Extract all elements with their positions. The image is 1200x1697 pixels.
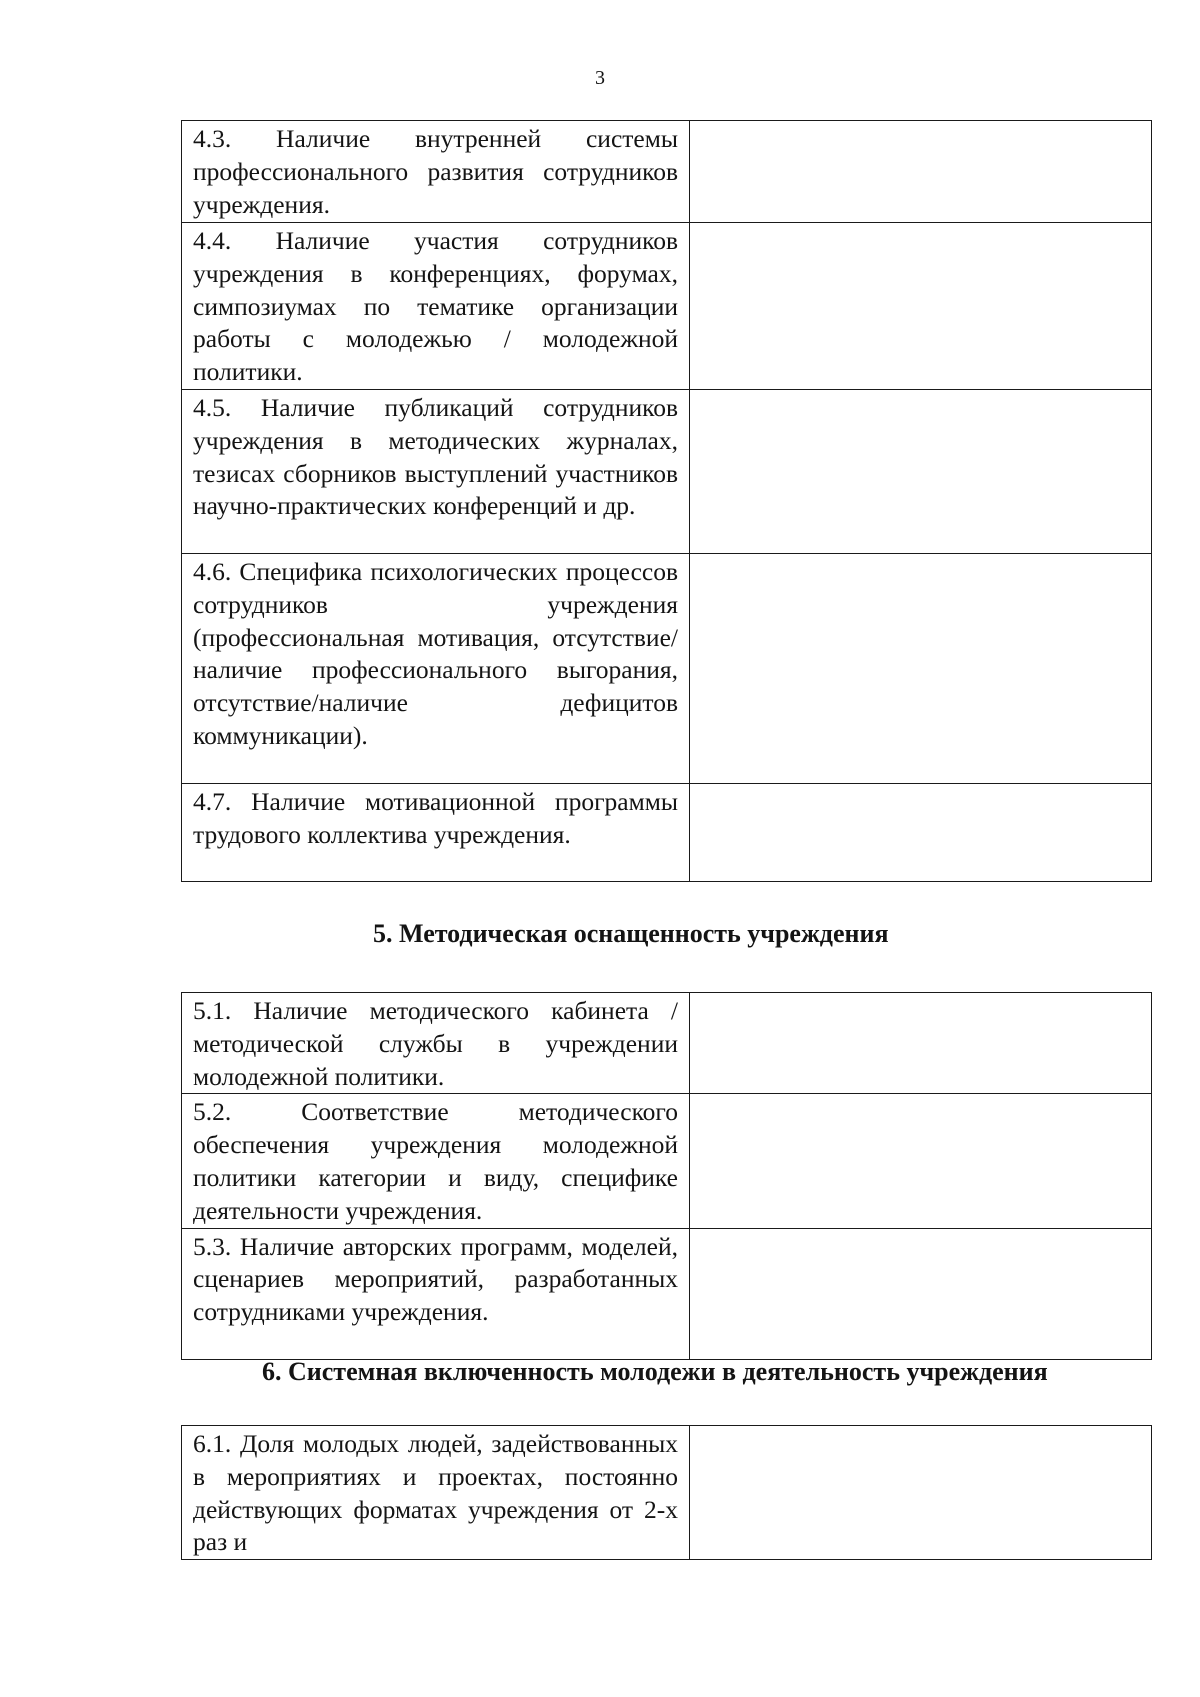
table-row-4-7	[182, 783, 1152, 881]
table-row-4-4	[182, 223, 1152, 390]
section-heading-6: 6. Системная включенность молодежи в деятельность учреждения	[262, 1357, 1048, 1386]
section-heading-5: 5. Методическая оснащенность учреждения	[373, 919, 889, 948]
criterion-cell: 5.1. Наличие методического кабинета / методической службы в учреждении молодежной политики.	[182, 993, 690, 1094]
value-cell	[690, 1426, 1152, 1560]
criterion-cell: 5.3. Наличие авторских программ, моделей, сценариев мероприятий, разработанных сотрудниками учреждения.	[182, 1228, 690, 1359]
criterion-cell: 4.5. Наличие публикаций сотрудников учреждения в методических журналах, тезисах сборников выступлений участников научно-практических конференций и др.	[182, 389, 690, 553]
value-cell	[690, 223, 1152, 390]
criterion-cell: 5.2. Соответствие методического обеспечения учреждения молодежной политики категории и виду, специфике деятельности учреждения.	[182, 1094, 690, 1228]
table-row-5-1	[182, 993, 1152, 1094]
table-row-6-1	[182, 1426, 1152, 1560]
table-row-4-6	[182, 553, 1152, 783]
value-cell	[690, 1094, 1152, 1228]
page-number: 3	[595, 67, 605, 89]
criterion-cell: 4.6. Специфика психологических процессов сотрудников учреждения (профессиональная мотивация, отсутствие/наличие профессионального выгорания, отсутствие/наличие дефицитов коммуникации).	[182, 553, 690, 783]
value-cell	[690, 389, 1152, 553]
value-cell	[690, 121, 1152, 223]
table-row-4-5	[182, 389, 1152, 553]
table-section-6	[181, 1425, 1152, 1560]
value-cell	[690, 1228, 1152, 1359]
table-section-4	[181, 120, 1152, 882]
criterion-cell: 6.1. Доля молодых людей, задействованных в мероприятиях и проектах, постоянно действующих форматах учреждения от 2-х раз и	[182, 1426, 690, 1560]
criterion-cell: 4.4. Наличие участия сотрудников учреждения в конференциях, форумах, симпозиумах по тематике организации работы с молодежью / молодежной политики.	[182, 223, 690, 390]
value-cell	[690, 553, 1152, 783]
table-row-4-3	[182, 121, 1152, 223]
table-section-5	[181, 992, 1152, 1360]
table-row-5-3	[182, 1228, 1152, 1359]
table-row-5-2	[182, 1094, 1152, 1228]
value-cell	[690, 993, 1152, 1094]
criterion-cell: 4.3. Наличие внутренней системы профессионального развития сотрудников учреждения.	[182, 121, 690, 223]
value-cell	[690, 783, 1152, 881]
criterion-cell: 4.7. Наличие мотивационной программы трудового коллектива учреждения.	[182, 783, 690, 881]
